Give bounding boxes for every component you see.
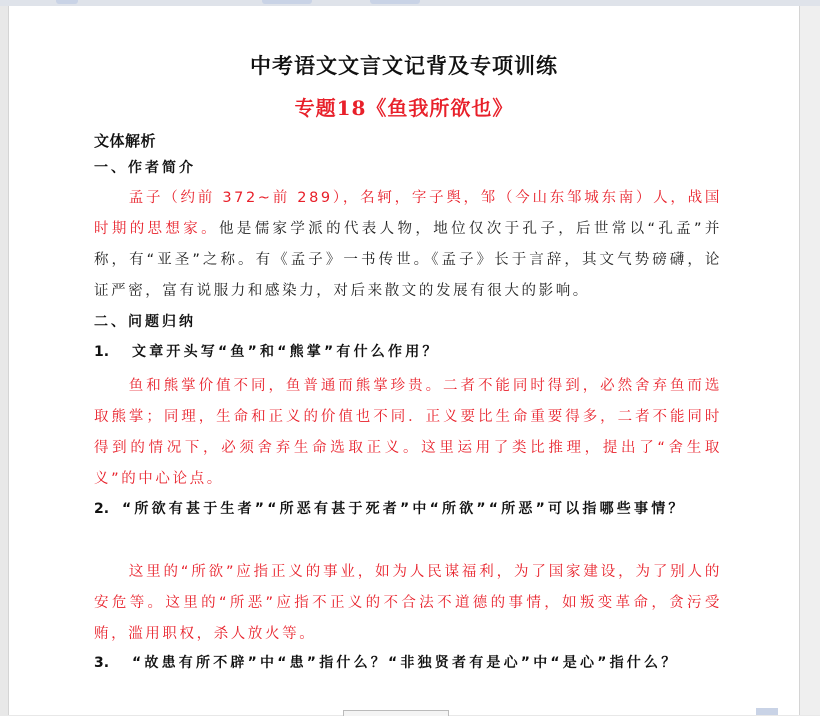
question-number: 2. [94, 501, 110, 517]
document-subtitle: 专题18《鱼我所欲也》 [294, 96, 514, 120]
question-number: 1. [94, 344, 110, 360]
document-title: 中考语文文言文记背及专项训练 [250, 53, 558, 78]
toolbar-tab-indicator [56, 0, 78, 4]
section-author-heading: 一、作者简介 [94, 160, 196, 176]
question-number: 3. [94, 655, 110, 671]
author-intro-highlight: 孟子（约前 372~前 289），名轲，字子舆，邹（今山东邹城东南）人，战国时期的思想家。 [94, 190, 722, 237]
page-navigation-tab[interactable] [343, 710, 449, 716]
question-item [94, 336, 722, 368]
question-item [94, 493, 722, 525]
author-intro-body: 他是儒家学派的代表人物，地位仅次于孔子，后世常以“孔孟”并称，有“亚圣”之称。有《孟子》一书传世。《孟子》长于言辞，其文气势磅礴，论证严密，富有说服力和感染力，对后来散文的发展有很大的影响。 [94, 221, 723, 299]
answer-paragraph: 这里的“所欲”应指正义的事业，如为人民谋福利，为了国家建设，为了别人的安危等。这里的“所恶”应指不正义的不合法不道德的事情，如叛变革命，贪污受贿，滥用职权，杀人放火等。 [94, 564, 722, 642]
toolbar-tab-indicator [262, 0, 312, 4]
vertical-scrollbar[interactable] [799, 6, 820, 715]
document-page [8, 6, 800, 715]
author-intro-paragraph [94, 183, 722, 307]
status-indicator [756, 708, 778, 715]
section-questions-heading: 二、问题归纳 [94, 314, 196, 330]
question-text: 文章开头写“鱼”和“熊掌”有什么作用？ [132, 344, 440, 360]
question-text: “所欲有甚于生者”“所恶有甚于死者”中“所欲”“所恶”可以指哪些事情？ [122, 501, 686, 517]
style-analysis-heading: 文体解析 [94, 132, 157, 150]
toolbar-tab-indicator [370, 0, 420, 4]
answer-paragraph: 鱼和熊掌价值不同，鱼普通而熊掌珍贵。二者不能同时得到，必然舍弃鱼而选取熊掌；同理，生命和正义的价值也不同．正义要比生命重要得多，二者不能同时得到的情况下，必须舍弃生命选取正义。这里运用了类比推理，提出了“舍生取义”的中心论点。 [94, 378, 722, 487]
question-text: “故患有所不辟”中“患”指什么？“非独贤者有是心”中“是心”指什么？ [132, 655, 679, 671]
question-item [94, 647, 722, 679]
